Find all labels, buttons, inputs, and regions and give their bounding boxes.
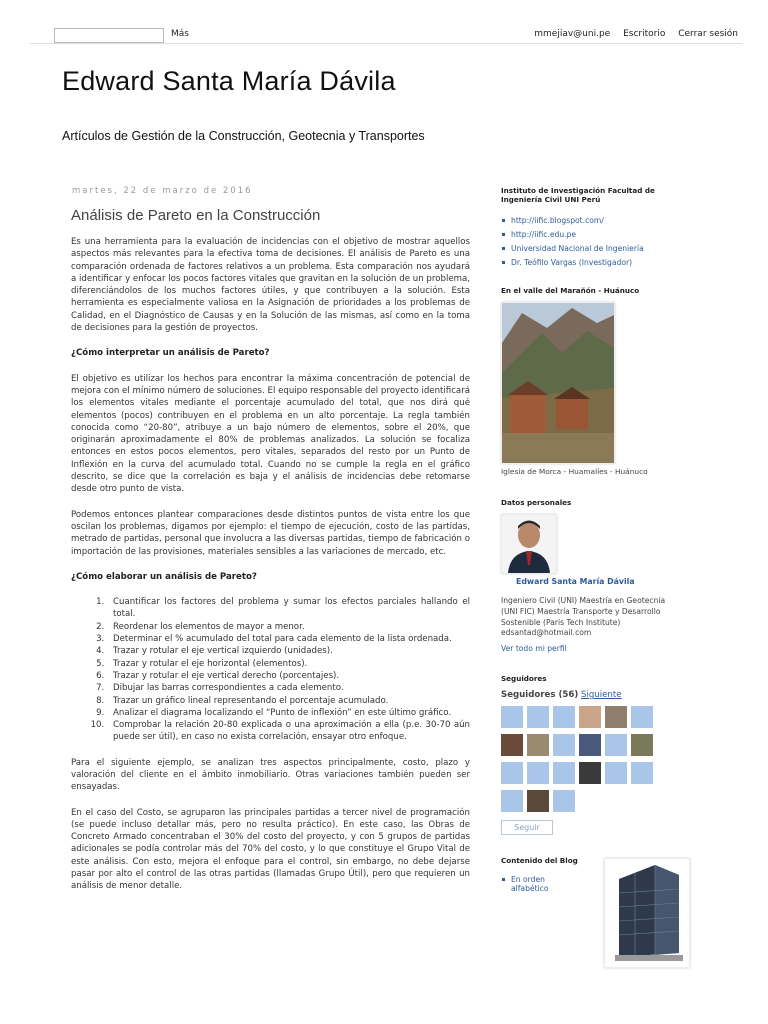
- follower-avatar[interactable]: [631, 762, 653, 784]
- followers-next-link[interactable]: Siguiente: [581, 690, 622, 700]
- sidebar-links-widget: [501, 186, 691, 272]
- landscape-image: [502, 303, 614, 463]
- widget-title: Instituto de Investigación Facultad de Ingeniería Civil UNI Perú: [501, 186, 655, 204]
- post-subheading: ¿Cómo elaborar un análisis de Pareto?: [71, 571, 257, 582]
- follower-avatar[interactable]: [579, 734, 601, 756]
- list-item: 1. Cuantificar los factores del problema y sumar los efectos parciales hallando el total.: [107, 596, 470, 621]
- sidebar-link[interactable]: [511, 216, 691, 225]
- blogger-navbar: [0, 0, 768, 44]
- contents-link[interactable]: En orden alfabético: [511, 875, 549, 893]
- list-item: 3. Determinar el % acumulado del total para cada elemento de la lista ordenada.: [107, 633, 470, 645]
- navbar-search-input[interactable]: [54, 28, 164, 43]
- follower-avatar[interactable]: [605, 734, 627, 756]
- building-image: [605, 859, 689, 967]
- follower-avatar[interactable]: [501, 706, 523, 728]
- follower-avatar[interactable]: [527, 762, 549, 784]
- follower-avatar[interactable]: [579, 706, 601, 728]
- post-paragraph: El objetivo es utilizar los hechos para encontrar la máxima concentración de potencial de mejora con el mínimo número de soluciones. El equipo responsable del proyecto identificará los elementos vitales mediante el porcentaje acumulado del total, que nos dirá qué elementos (pocos) contribuyen en el problema en un alto porcentaje. La regla también conocida como “20-80”, atribuye a un bajo número de elementos, sobre el 20%, que originarán aproximadamente el 80% de problemas analizados. La solución se focaliza entonces en estos pocos elementos, pero vitales, separados del resto por un Punto de Inflexión en la curva del acumulado total. Cuando no se cumple la regla en el gráfico descrito, se dice que la correlación es baja y el análisis de incidencias debe retomarse desde otro punto de vista.: [71, 373, 470, 495]
- navbar-divider: [30, 43, 742, 44]
- list-item: 7. Dibujar las barras correspondientes a cada elemento.: [107, 682, 470, 694]
- blog-title[interactable]: Edward Santa María Dávila: [62, 66, 396, 96]
- post-body: [71, 236, 470, 906]
- post-paragraph: Es una herramienta para la evaluación de incidencias con el objetivo de mostrar aquellos aspectos más relevantes para la efectiva toma de decisiones. El análisis de Pareto es una comparación ordenada de factores relativos a un problema. Esta comparación nos ayudará a identificar y enfocar los pocos factores vitales que gravitan en la solución de un problema, diferenciándolos de los muchos factores útiles, y que contribuyen a la solución. Esta herramienta es especialmente valiosa en la Asignación de prioridades a los problemas de Calidad, en el Diagnóstico de Causas y en la Solución de las mismas, así como en la toma de decisiones para la gestión de proyectos.: [71, 237, 470, 334]
- follower-avatar[interactable]: [605, 706, 627, 728]
- photo-caption: Iglesia de Morca - Huamalíes - Huánuco: [501, 467, 648, 476]
- profile-avatar[interactable]: [501, 514, 557, 574]
- sidebar-profile-widget: [501, 498, 691, 507]
- widget-title: Seguidores: [501, 674, 547, 683]
- post-paragraph: En el caso del Costo, se agruparon las principales partidas a tercer nivel de programación (se puede incluso detallar más, pero no resulta práctico). En este caso, las Obras de Concreto Armado concentraban el 30% del costo del proyecto, y con 5 grupos de partidas adicionales se podía controlar más del 70% del costo, y lo que constituye el Grupo Vital de este análisis. Con esto, mejora el enfoque para el control, sin embargo, no debe dejarse pasar por alto el control de las otras partidas (llamadas Grupo Útil), pero que requieren un análisis de menor detalle.: [71, 807, 470, 892]
- follow-button[interactable]: Seguir: [501, 820, 553, 835]
- building-photo[interactable]: [604, 858, 690, 968]
- follower-avatar[interactable]: [553, 762, 575, 784]
- navbar-logout-link[interactable]: Cerrar sesión: [678, 29, 738, 39]
- contents-item[interactable]: [511, 875, 563, 893]
- follower-avatar[interactable]: [527, 734, 549, 756]
- sidebar-link[interactable]: [511, 244, 691, 253]
- profile-name[interactable]: Edward Santa María Dávila: [516, 577, 635, 586]
- profile-link[interactable]: [501, 644, 691, 653]
- follower-avatar[interactable]: [501, 790, 523, 812]
- followers-grid: [501, 706, 671, 818]
- blog-description: Artículos de Gestión de la Construcción, Geotecnia y Transportes: [62, 129, 425, 143]
- list-item: 8. Trazar un gráfico lineal representando el porcentaje acumulado.: [107, 695, 470, 707]
- list-item: 10. Comprobar la relación 20-80 explicada o una aproximación a ella (p.e. 30-70 aún puede ser útil), en caso no exista correlación, ensayar otro enfoque.: [107, 719, 470, 744]
- navbar-desk-link[interactable]: Escritorio: [623, 29, 666, 39]
- post-paragraph: Para el siguiente ejemplo, se analizan tres aspectos principalmente, costo, plazo y valoración del cliente en el ámbito inmobiliario. Otras variaciones también pueden ser ensayadas.: [71, 757, 470, 793]
- post-paragraph: Podemos entonces plantear comparaciones desde distintos puntos de vista entre los que oscilan los problemas, digamos por ejemplo: el tiempo de ejecución, costo de las partidas, metrado de partidas, personal que involucra a las diversas partidas, tiempo de fabricación o importación de las provisiones, materiales sensibles a las variaciones de mercado, etc.: [71, 509, 470, 557]
- widget-title: Contenido del Blog: [501, 856, 578, 865]
- link-text[interactable]: Dr. Teófilo Vargas (Investigador): [511, 258, 633, 267]
- steps-list: [71, 596, 470, 744]
- follower-avatar[interactable]: [631, 734, 653, 756]
- followers-header: [501, 690, 691, 700]
- list-item: 9. Analizar el diagrama localizando el “Punto de inflexión” en este último gráfico.: [107, 707, 470, 719]
- list-item: 6. Trazar y rotular el eje vertical derecho (porcentajes).: [107, 670, 470, 682]
- follower-avatar[interactable]: [631, 706, 653, 728]
- widget-title: Datos personales: [501, 498, 572, 507]
- follower-avatar[interactable]: [501, 762, 523, 784]
- sidebar-photo-widget: [501, 286, 691, 295]
- follower-avatar[interactable]: [605, 762, 627, 784]
- church-photo[interactable]: [501, 302, 615, 464]
- sidebar-link[interactable]: [511, 230, 691, 239]
- follower-avatar[interactable]: [553, 790, 575, 812]
- follower-avatar[interactable]: [553, 706, 575, 728]
- follower-avatar[interactable]: [527, 790, 549, 812]
- followers-count: Seguidores (56): [501, 690, 579, 700]
- links-list: [501, 216, 691, 267]
- sidebar-link[interactable]: [511, 258, 691, 267]
- navbar-user-links: [524, 29, 738, 39]
- follower-avatar[interactable]: [579, 762, 601, 784]
- link-text[interactable]: http://iific.blogspot.com/: [511, 216, 604, 225]
- link-text[interactable]: http://iific.edu.pe: [511, 230, 577, 239]
- navbar-user-email[interactable]: mmejiav@uni.pe: [534, 29, 611, 39]
- sidebar-followers-widget: [501, 674, 691, 683]
- follower-avatar[interactable]: [501, 734, 523, 756]
- follower-avatar[interactable]: [527, 706, 549, 728]
- link-text[interactable]: Universidad Nacional de Ingeniería: [511, 244, 644, 253]
- contents-list: [501, 875, 563, 893]
- post-date: martes, 22 de marzo de 2016: [72, 186, 253, 196]
- post-subheading: ¿Cómo interpretar un análisis de Pareto?: [71, 348, 270, 359]
- list-item: 4. Trazar y rotular el eje vertical izquierdo (unidades).: [107, 645, 470, 657]
- post-title[interactable]: Análisis de Pareto en la Construcción: [71, 207, 321, 224]
- avatar: [502, 515, 556, 573]
- navbar-more-link[interactable]: Más: [171, 29, 189, 39]
- profile-name-link[interactable]: [516, 577, 706, 586]
- widget-title: En el valle del Marañón - Huánuco: [501, 286, 640, 295]
- list-item: 2. Reordenar los elementos de mayor a menor.: [107, 621, 470, 633]
- profile-link-text[interactable]: Ver todo mi perfil: [501, 644, 567, 653]
- follower-avatar[interactable]: [553, 734, 575, 756]
- profile-description: Ingeniero Civil (UNI) Maestría en Geotecnia (UNI FIC) Maestría Transporte y Desarrollo Sostenible (Paris Tech Institute) edsantad@hotmail.com: [501, 596, 666, 638]
- list-item: 5. Trazar y rotular el eje horizontal (elementos).: [107, 658, 470, 670]
